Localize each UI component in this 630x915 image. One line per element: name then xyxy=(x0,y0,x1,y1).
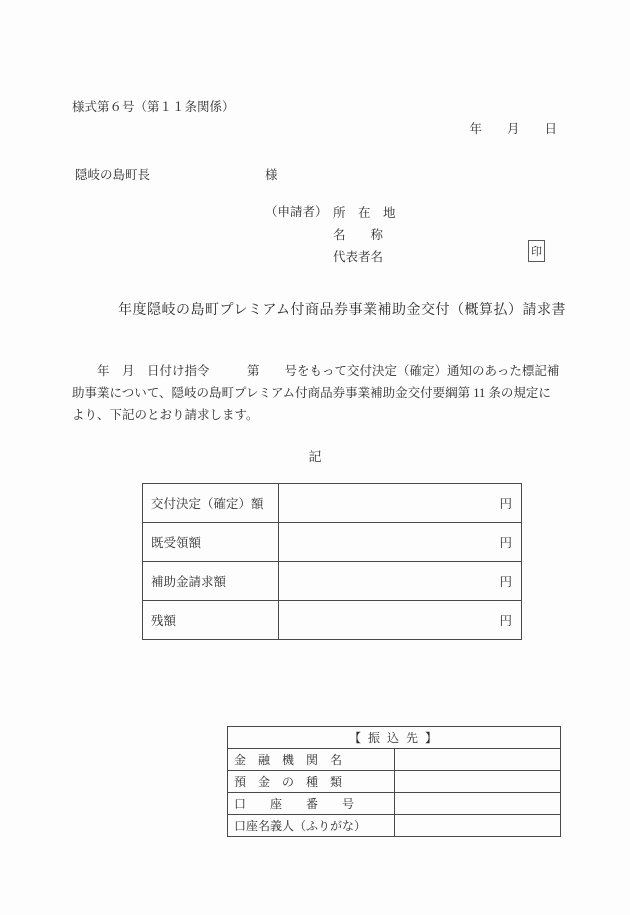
amount-table xyxy=(142,483,522,640)
date-line: 年 月 日 xyxy=(469,122,557,136)
form-number: 様式第６号（第１１条関係） xyxy=(72,100,235,114)
bank-row-value xyxy=(394,793,561,815)
table-row xyxy=(228,771,561,793)
applicant-field-name: 名 称 xyxy=(333,228,384,242)
seal-mark: 印 xyxy=(531,246,542,258)
currency-unit: 円 xyxy=(499,575,512,589)
addressee-name: 隠岐の島町長 xyxy=(75,168,151,182)
applicant-field-representative: 代表者名 xyxy=(333,250,384,264)
applicant-fields xyxy=(333,202,396,268)
currency-unit: 円 xyxy=(499,614,512,628)
amount-row-label: 交付決定（確定）額 xyxy=(143,484,279,523)
amount-value-cell xyxy=(279,601,522,640)
table-row xyxy=(143,484,522,523)
table-row xyxy=(228,815,561,837)
bank-row-value xyxy=(394,815,561,837)
bank-row-label: 預 金 の 種 類 xyxy=(228,771,395,793)
currency-unit: 円 xyxy=(499,497,512,511)
amount-row-label: 残額 xyxy=(143,601,279,640)
bank-row-value xyxy=(394,771,561,793)
amount-row-label: 既受領額 xyxy=(143,523,279,562)
amount-value-cell xyxy=(279,523,522,562)
table-row xyxy=(143,523,522,562)
amount-row-label: 補助金請求額 xyxy=(143,562,279,601)
applicant-label: （申請者） xyxy=(265,205,328,219)
body-line: 年 月 日付け指令 第 号をもって交付決定（確定）通知のあった標記補 xyxy=(72,364,560,378)
table-row xyxy=(143,601,522,640)
bank-table-header: 【 振 込 先 】 xyxy=(228,727,561,749)
record-heading: 記 xyxy=(308,449,322,464)
amount-value-cell xyxy=(279,484,522,523)
bank-transfer-table xyxy=(227,726,561,837)
bank-row-label: 口 座 番 号 xyxy=(228,793,395,815)
body-line: 助事業について、隠岐の島町プレミアム付商品券事業補助金交付要綱第 11 条の規定に xyxy=(72,386,551,400)
table-row xyxy=(143,562,522,601)
body-paragraph xyxy=(72,360,568,426)
bank-row-value xyxy=(394,749,561,771)
table-row xyxy=(228,727,561,749)
addressee-honorific: 様 xyxy=(265,168,278,182)
amount-value-cell xyxy=(279,562,522,601)
bank-row-label: 口座名義人（ふりがな） xyxy=(228,815,395,837)
applicant-field-address: 所 在 地 xyxy=(333,206,396,220)
bank-row-label: 金 融 機 関 名 xyxy=(228,749,395,771)
currency-unit: 円 xyxy=(499,536,512,550)
table-row xyxy=(228,793,561,815)
page-title: 年度隠岐の島町プレミアム付商品券事業補助金交付（概算払）請求書 xyxy=(118,303,566,318)
table-row xyxy=(228,749,561,771)
body-line: より、下記のとおり請求します。 xyxy=(72,408,259,422)
seal-box xyxy=(528,240,545,262)
